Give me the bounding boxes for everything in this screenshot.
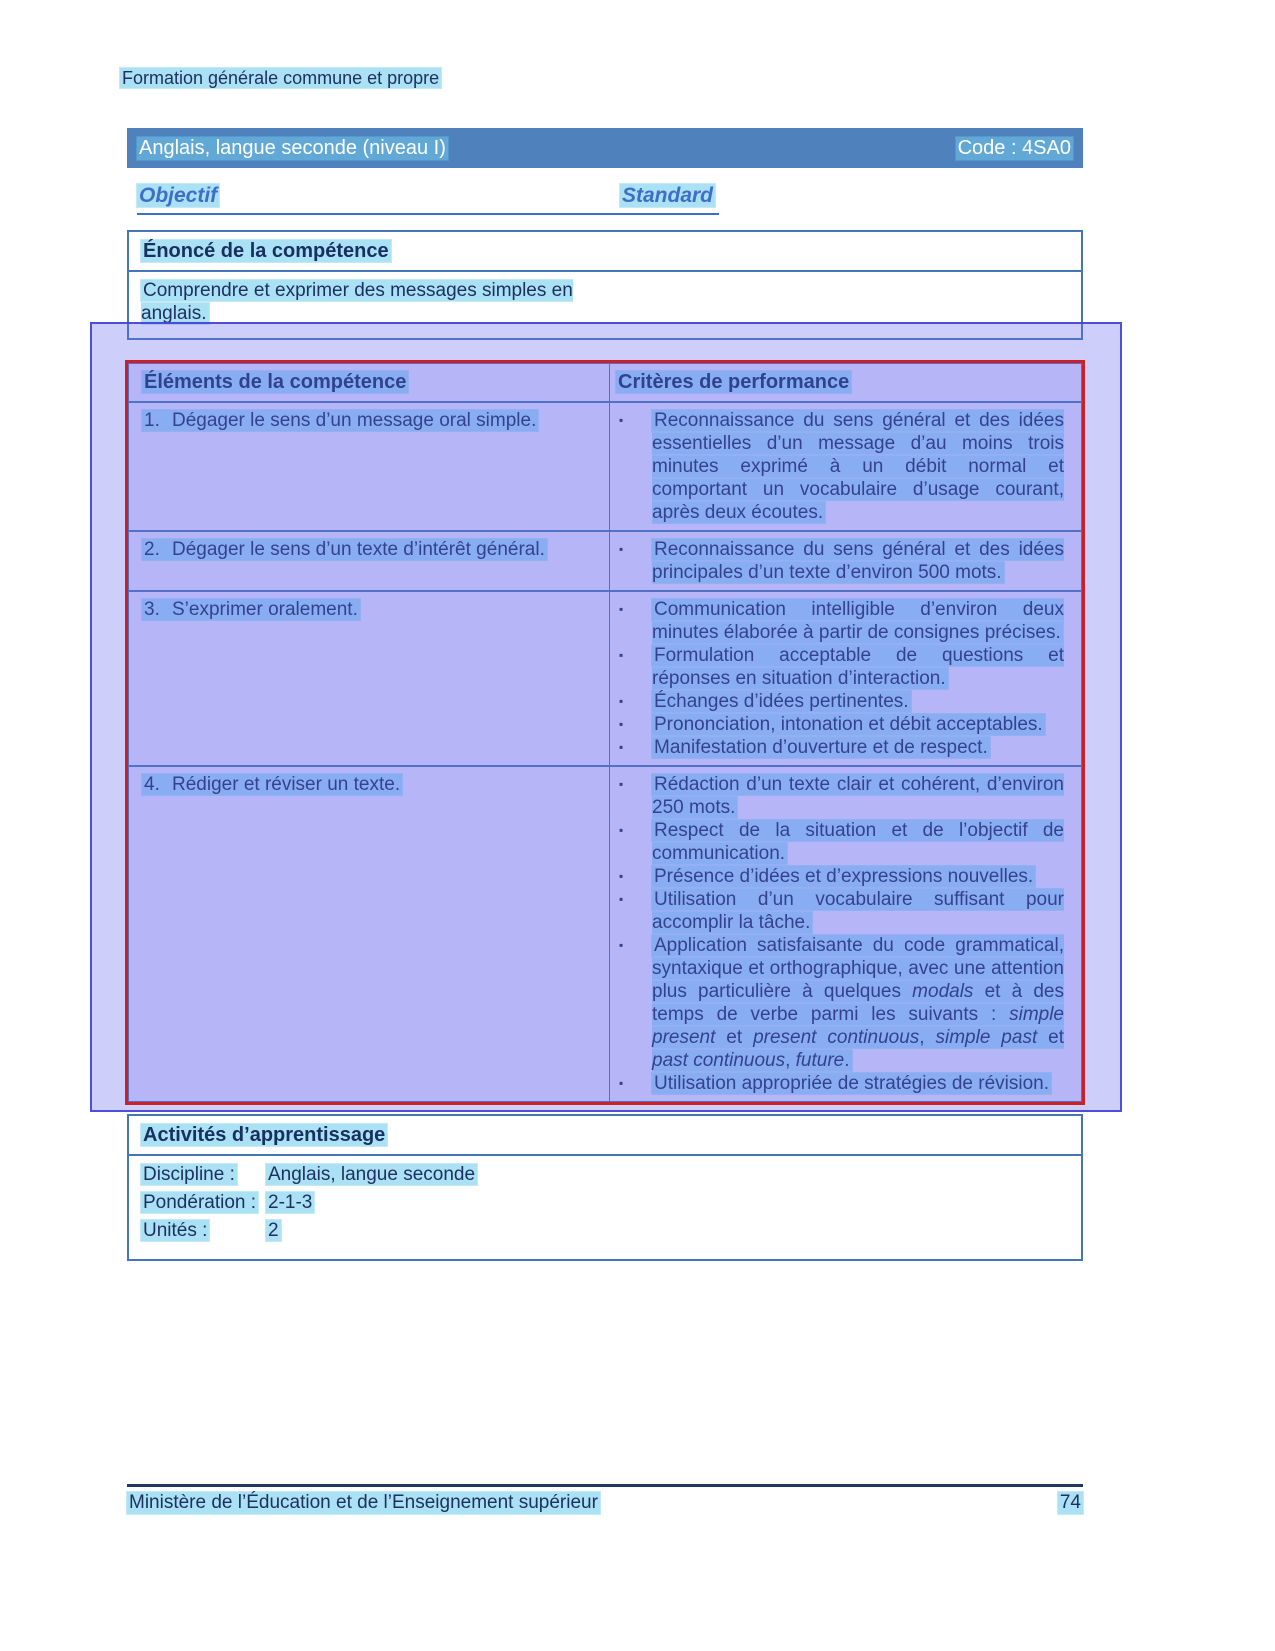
grammar-italic: modals [912,981,974,1002]
table-row [129,403,1081,530]
element-cell [129,403,610,530]
element-label: Dégager le sens d’un message oral simple. [172,410,537,431]
square-bullet-icon: ▪ [619,938,624,952]
element-label: S’exprimer oralement. [172,599,358,620]
grammar-segment: , [919,1027,936,1048]
square-bullet-icon: ▪ [619,648,624,662]
criterion-text-run: Reconnaissance du sens général et des idées essentielles d’un message d’au moins trois minutes exprimé à un débit normal et comportant un vocabulaire d’usage courant, après deux écoutes. [652,410,1064,523]
criterion-text-run: Respect de la situation et de l’objectif de communication. [652,820,1064,864]
activity-value: 2-1-3 [268,1192,313,1213]
criterion-item [616,598,1073,644]
criteria-cell [610,592,1081,765]
criterion-item [616,865,1073,888]
column-header-criteria-text: Critères de performance [618,371,850,393]
course-code: Code : 4SA0 [957,136,1071,159]
square-bullet-icon: ▪ [619,1076,624,1090]
criterion-text-run: Manifestation d’ouverture et de respect. [654,737,988,758]
criterion-item [616,934,1073,1072]
criterion-text [652,409,1064,524]
enonce-body [129,272,1081,338]
table-row [129,765,1081,1101]
activities-header [129,1116,1081,1156]
document-category-label [120,66,441,90]
activity-value: Anglais, langue seconde [268,1164,476,1185]
square-bullet-icon: ▪ [619,602,624,616]
grammar-segment: et [1037,1027,1065,1048]
element-cell [129,532,610,590]
criterion-text-run: Utilisation d’un vocabulaire suffisant pour accomplir la tâche. [652,889,1064,933]
grammar-segment: Application satisfaisante du code grammatical, syntaxique et orthographique, avec une attention plus particulière à quelques [652,935,1064,1002]
footer-text: Ministère de l’Éducation et de l’Enseignement supérieur [129,1492,598,1513]
table-row [129,530,1081,590]
enonce-body-text: Comprendre et exprimer des messages simples en anglais. [141,280,573,324]
section-headings [137,184,719,215]
column-header-elements [129,364,610,401]
criterion-text-run: Reconnaissance du sens général et des idées principales d’un texte d’environ 500 mots. [652,539,1064,583]
criterion-item [616,644,1073,690]
enonce-body-wrap [141,279,586,325]
top-label-text: Formation générale commune et propre [122,68,440,88]
table-row [129,590,1081,765]
activity-row [141,1161,1069,1189]
element-cell [129,767,610,1101]
grammar-segment: , [785,1050,796,1071]
criterion-item [616,713,1073,736]
element-number: 3. [144,599,160,620]
course-title: Anglais, langue seconde (niveau I) [139,136,446,159]
column-header-criteria [610,364,1081,401]
criterion-text [652,538,1064,584]
element-cell [129,592,610,765]
criterion-text [652,888,1064,934]
square-bullet-icon: ▪ [619,740,624,754]
enonce-box [127,230,1083,340]
activity-label: Pondération : [143,1192,257,1213]
activity-row [141,1217,1069,1245]
criterion-text [652,644,1064,690]
criterion-text-run: Communication intelligible d’environ deux minutes élaborée à partir de consignes précises. [652,599,1064,643]
objectif-heading-cell [137,184,620,208]
activity-label-cell [141,1161,266,1189]
element-number: 4. [144,774,160,795]
activities-body [129,1156,1081,1259]
element-text [142,599,360,620]
standard-heading-cell [620,184,715,208]
criterion-text [652,690,1064,713]
content-stack [127,230,1083,1261]
criterion-text [652,736,1064,759]
criterion-text-run [652,935,1064,1071]
criterion-item [616,736,1073,759]
criterion-item [616,773,1073,819]
criterion-text [652,1072,1064,1095]
criterion-item [616,690,1073,713]
grammar-segment: . [844,1050,850,1071]
square-bullet-icon: ▪ [619,413,624,427]
element-text [142,539,547,560]
element-text [142,774,402,795]
square-bullet-icon: ▪ [619,892,624,906]
activity-row [141,1189,1069,1217]
element-text [142,410,538,431]
activity-label: Discipline : [143,1164,235,1185]
square-bullet-icon: ▪ [619,823,624,837]
criteria-cell [610,767,1081,1101]
criterion-text-run: Rédaction d’un texte clair et cohérent, d’environ 250 mots. [652,774,1064,818]
criteria-cell [610,403,1081,530]
criterion-text [652,713,1064,736]
activities-header-text: Activités d’apprentissage [143,1124,386,1146]
criteria-cell [610,532,1081,590]
activity-label: Unités : [143,1220,208,1241]
grammar-segment: et à des temps de verbe parmi les suivants : [652,981,1064,1025]
criterion-item [616,538,1073,584]
square-bullet-icon: ▪ [619,777,624,791]
grammar-italic: future [795,1050,845,1071]
heading-standard: Standard [622,184,714,207]
activity-label-cell [141,1217,266,1245]
activities-box [127,1114,1083,1261]
grammar-italic: past continuous [652,1050,786,1071]
page-number: 74 [1059,1492,1081,1513]
criterion-text [652,865,1064,888]
column-header-elements-text: Éléments de la compétence [144,371,407,393]
criterion-text-run: Prononciation, intonation et débit acceptables. [654,714,1043,735]
competence-table [127,362,1083,1103]
grammar-segment: et [715,1027,754,1048]
heading-objectif: Objectif [139,184,218,207]
grammar-italic: simple past [935,1027,1038,1048]
square-bullet-icon: ▪ [619,694,624,708]
page-footer [127,1484,1083,1514]
title-bar [127,128,1083,168]
criterion-text-run: Présence d’idées et d’expressions nouvelles. [654,866,1034,887]
criterion-item [616,409,1073,524]
activity-label-cell [141,1189,266,1217]
criterion-item [616,819,1073,865]
criterion-item [616,1072,1073,1095]
activity-value: 2 [268,1220,279,1241]
grammar-italic: present continuous [753,1027,920,1048]
criterion-text-run: Échanges d’idées pertinentes. [654,691,909,712]
criterion-text-grammar [652,934,1064,1072]
criterion-text [652,819,1064,865]
square-bullet-icon: ▪ [619,717,624,731]
criterion-text [652,598,1064,644]
criterion-item [616,888,1073,934]
element-label: Dégager le sens d’un texte d’intérêt général. [172,539,545,560]
enonce-header-text: Énoncé de la compétence [143,240,389,262]
element-label: Rédiger et réviser un texte. [172,774,401,795]
enonce-header [129,232,1081,272]
criterion-text [652,773,1064,819]
square-bullet-icon: ▪ [619,542,624,556]
square-bullet-icon: ▪ [619,869,624,883]
element-number: 2. [144,539,160,560]
grammar-italic: simple present [652,1004,1064,1048]
table-header-row [129,364,1081,403]
element-number: 1. [144,410,160,431]
criterion-text-run: Utilisation appropriée de stratégies de révision. [654,1073,1049,1094]
criterion-text-run: Formulation acceptable de questions et réponses en situation d’interaction. [652,645,1064,689]
